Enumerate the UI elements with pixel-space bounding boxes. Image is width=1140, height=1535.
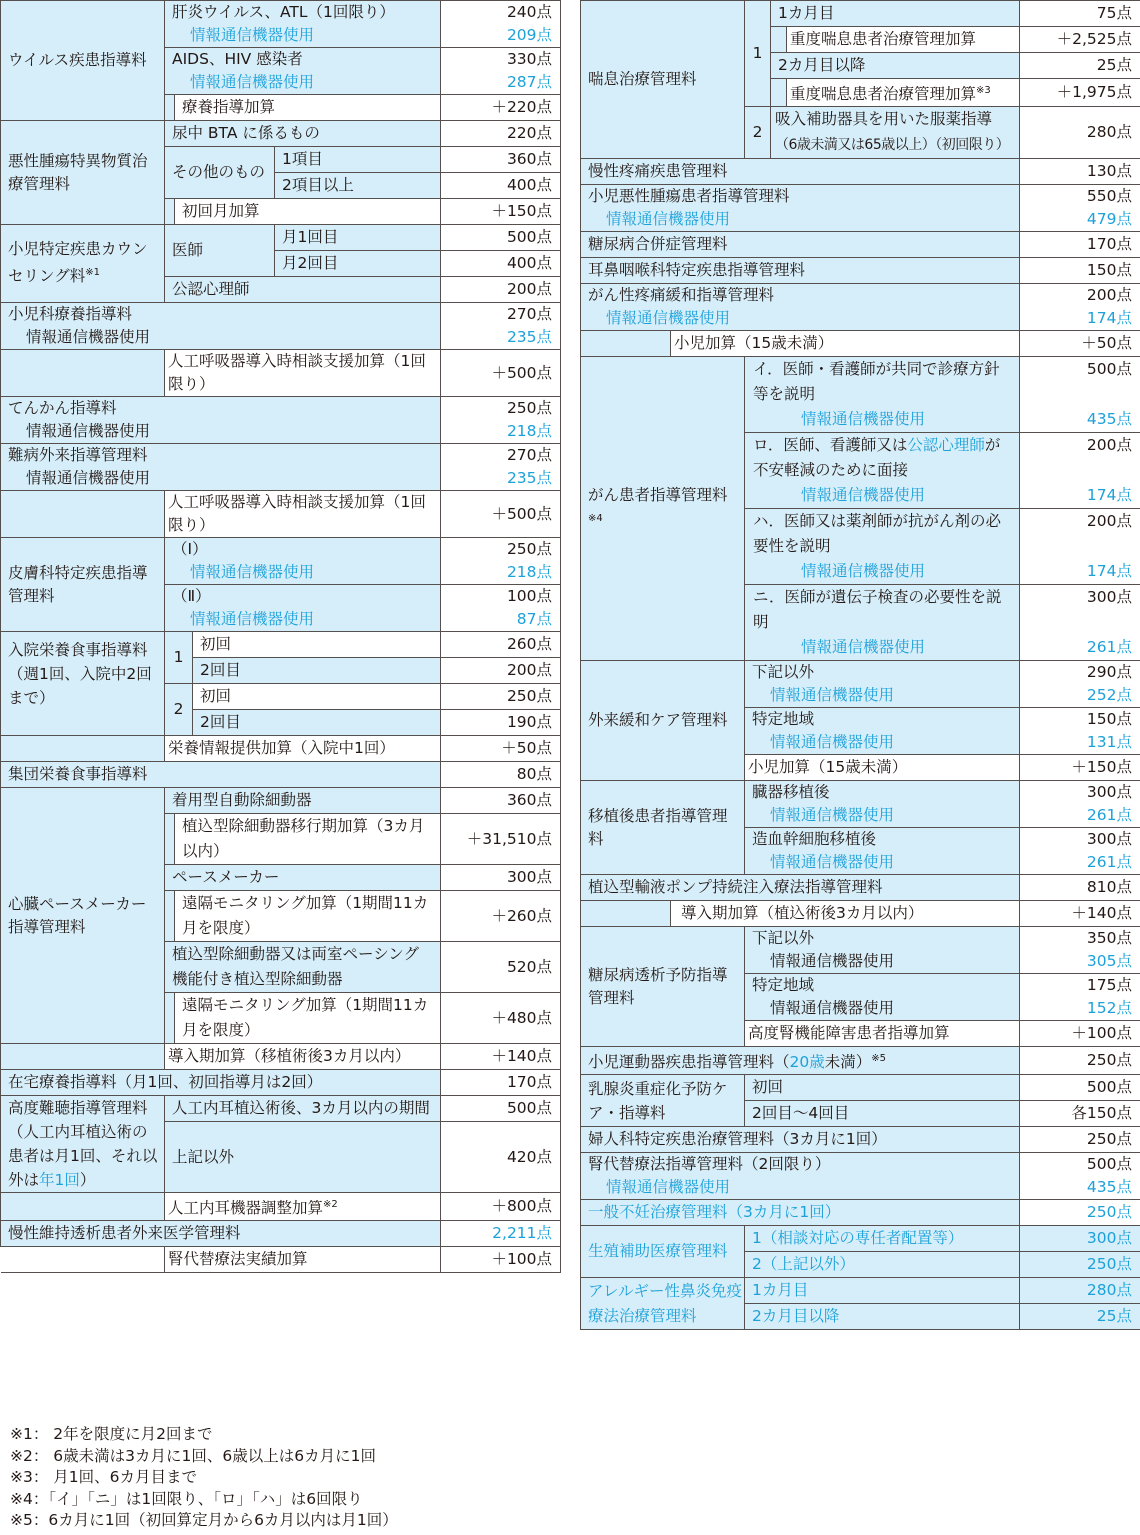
pump-price: 810点 — [1020, 875, 1140, 901]
pm-transition-label: 植込型除細動器移行期加算（3カ月以内） — [175, 814, 441, 865]
cancer-mark: ※4 — [588, 512, 603, 524]
counsel-mark: ※1 — [85, 267, 100, 279]
renal-title: 腎代替療法指導管理料（2回限り） — [588, 1155, 831, 1174]
pediatric-vent-label: 人工呼吸器導入時相談支援加算（1回限り） — [165, 350, 441, 397]
palliative-area-price: 150点 — [1086, 710, 1133, 729]
pediatric-ict-label: 情報通信機器使用 — [26, 328, 151, 346]
allergy-title: アレルギー性鼻炎免疫療法治療管理料 — [581, 1278, 745, 1330]
cancer-ha-label: ハ．医師又は薬剤師が抗がん剤の必要性を説明 — [753, 512, 1002, 556]
renal-ict-label: 情報通信機器使用 — [606, 1178, 731, 1197]
cancer-ro-label-end: が不安軽減のために面接 — [753, 436, 1001, 480]
transplant-stem-price: 300点 — [1086, 830, 1133, 849]
cancerpain-child-label: 小児加算（15歳未満） — [671, 331, 1020, 357]
dialysis-renal-label: 腎代替療法実績加算 — [165, 1247, 441, 1273]
allergy-m2-label: 2カ月目以降 — [745, 1304, 1020, 1330]
group-title: 集団栄養食事指導料 — [1, 762, 441, 788]
dm-area-label: 特定地域 — [752, 976, 815, 995]
nutrition-2-second-label: 2回目 — [193, 710, 441, 736]
locomotor-title-end: 未満） — [824, 1053, 872, 1072]
dm-dialysis-title: 糖尿病透析予防指導管理料 — [581, 927, 745, 1047]
counsel-m1-price: 500点 — [441, 225, 561, 251]
palliative-other-ict-label: 情報通信機器使用 — [770, 686, 895, 705]
pedtumor-ict-price: 479点 — [1086, 210, 1133, 229]
asthma-group-2: 2 — [745, 107, 771, 159]
intractable-title: 難病外来指導管理料 — [8, 446, 148, 464]
dialysis-title: 慢性維持透析患者外来医学管理料 — [1, 1221, 441, 1247]
nutrition-1-first-label: 初回 — [193, 632, 441, 658]
breast-later-price: 各150点 — [1020, 1101, 1140, 1127]
virus-aids-ict-price: 287点 — [506, 73, 553, 91]
palliative-other-ict-price: 252点 — [1086, 686, 1133, 705]
pediatric-ict-price: 235点 — [506, 328, 553, 346]
epilepsy-ict-price: 218点 — [506, 422, 553, 440]
tumor-two-price: 400点 — [441, 173, 561, 199]
epilepsy-price: 250点 — [506, 399, 553, 417]
tumor-one-price: 360点 — [441, 147, 561, 173]
intractable-ict-price: 235点 — [506, 469, 553, 487]
nutrition-group-2: 2 — [165, 684, 193, 736]
transplant-organ-label: 臓器移植後 — [752, 783, 830, 802]
palliative-area-ict-label: 情報通信機器使用 — [770, 733, 895, 752]
breast-first-label: 初回 — [745, 1075, 1020, 1101]
derm-i-ict-label: 情報通信機器使用 — [190, 563, 315, 581]
hearing-adjust-label: 人工内耳機器調整加算 — [168, 1199, 324, 1218]
pedtumor-price: 550点 — [1086, 187, 1133, 206]
pump-title: 植込型輸液ポンプ持続注入療法指導管理料 — [581, 875, 1020, 901]
gyn-title: 婦人科特定疾患治療管理料（3カ月に1回） — [581, 1127, 1020, 1153]
transplant-stem-ict-price: 261点 — [1086, 853, 1133, 872]
nutrition-2-first-label: 初回 — [193, 684, 441, 710]
asthma-m2-label: 2カ月目以降 — [771, 53, 1020, 79]
locomotor-mark: ※5 — [871, 1053, 887, 1065]
cancer-ni-ict-price: 261点 — [1086, 638, 1133, 657]
palliative-child-label: 小児加算（15歳未満） — [745, 755, 1020, 781]
virus-atl-price: 240点 — [506, 3, 553, 21]
nutrition-2-first-price: 250点 — [441, 684, 561, 710]
palliative-title: 外来緩和ケア管理料 — [581, 661, 745, 781]
derm-ii-ict-label: 情報通信機器使用 — [190, 610, 315, 628]
nutrition-1-second-label: 2回目 — [193, 658, 441, 684]
dm-area-ict-label: 情報通信機器使用 — [770, 999, 895, 1018]
counsel-title: 小児特定疾患カウンセリング料 — [8, 240, 148, 286]
asthma-title: 喘息治療管理料 — [581, 1, 745, 159]
pediatric-vent-price: ＋500点 — [441, 350, 561, 397]
fee-table-right — [580, 0, 1140, 1330]
virus-aids-ict-label: 情報通信機器使用 — [190, 73, 315, 91]
pm-pacemaker-label: ペースメーカー — [165, 865, 441, 891]
home-price: 170点 — [441, 1070, 561, 1096]
asthma-m1-label: 1カ月目 — [771, 1, 1020, 27]
virus-ryoyo-label: 療養指導加算 — [175, 95, 441, 121]
home-title: 在宅療養指導料（月1回、初回指導月は2回） — [1, 1070, 441, 1096]
tumor-bta-price: 220点 — [441, 121, 561, 147]
intractable-vent-price: ＋500点 — [441, 491, 561, 538]
hearing-title-highlight: 年1回 — [39, 1171, 80, 1189]
counsel-doctor-label: 医師 — [165, 225, 275, 277]
group-price: 80点 — [441, 762, 561, 788]
pm-icd-price: 520点 — [441, 942, 561, 993]
dm-area-price: 175点 — [1086, 976, 1133, 995]
derm-ii-label: （Ⅱ） — [172, 587, 211, 605]
tumor-title: 悪性腫瘍特異物質治療管理料 — [1, 121, 165, 225]
art-2-price: 250点 — [1020, 1252, 1140, 1278]
transplant-organ-price: 300点 — [1086, 783, 1133, 802]
cancerpain-price: 200点 — [1086, 286, 1133, 305]
counsel-psych-label: 公認心理師 — [165, 277, 441, 303]
cancer-ni-price: 300点 — [1086, 588, 1133, 607]
renal-price: 500点 — [1086, 1155, 1133, 1174]
renal-ict-price: 435点 — [1086, 1178, 1133, 1197]
counsel-m1-label: 月1回目 — [275, 225, 441, 251]
virus-aids-price: 330点 — [506, 50, 553, 68]
pm-remote2-label: 遠隔モニタリング加算（1期間11カ月を限度） — [175, 993, 441, 1044]
hearing-title: 高度難聴指導管理料（人工内耳植込術の患者は月1回、それ以外は — [8, 1099, 158, 1189]
virus-atl-label: 肝炎ウイルス、ATL（1回限り） — [172, 3, 395, 21]
intractable-vent-label: 人工呼吸器導入時相談支援加算（1回限り） — [165, 491, 441, 538]
transplant-organ-ict-label: 情報通信機器使用 — [770, 806, 895, 825]
palliative-other-price: 290点 — [1086, 663, 1133, 682]
virus-atl-ict-label: 情報通信機器使用 — [190, 26, 315, 44]
hearing-other-price: 420点 — [441, 1122, 561, 1193]
nutrition-1-first-price: 260点 — [441, 632, 561, 658]
fee-table-left — [0, 0, 561, 1273]
virus-title: ウイルス疾患指導料 — [1, 1, 165, 121]
allergy-m2-price: 25点 — [1020, 1304, 1140, 1330]
counsel-m2-label: 月2回目 — [275, 251, 441, 277]
pm-remote1-price: ＋260点 — [441, 891, 561, 942]
cancer-ha-price: 200点 — [1086, 512, 1133, 531]
counsel-m2-price: 400点 — [441, 251, 561, 277]
counsel-psych-price: 200点 — [441, 277, 561, 303]
allergy-m1-label: 1カ月目 — [745, 1278, 1020, 1304]
intractable-ict-label: 情報通信機器使用 — [26, 469, 151, 487]
pain-price: 130点 — [1020, 159, 1140, 185]
derm-ii-price: 100点 — [506, 587, 553, 605]
infertility-title: 一般不妊治療管理料（3カ月に1回） — [581, 1200, 1020, 1226]
pump-intro-price: ＋140点 — [1020, 901, 1140, 927]
gyn-price: 250点 — [1020, 1127, 1140, 1153]
cancerpain-ict-label: 情報通信機器使用 — [606, 309, 731, 328]
cancerpain-ict-price: 174点 — [1086, 309, 1133, 328]
pm-remote1-label: 遠隔モニタリング加算（1期間11カ月を限度） — [175, 891, 441, 942]
cancerpain-title: がん性疼痛緩和指導管理料 — [588, 286, 775, 305]
transplant-title: 移植後患者指導管理料 — [581, 781, 745, 875]
nutrition-2-second-price: 190点 — [441, 710, 561, 736]
tumor-first-label: 初回月加算 — [175, 199, 441, 225]
hearing-other-label: 上記以外 — [165, 1122, 441, 1193]
ent-price: 150点 — [1020, 258, 1140, 284]
footnote-2: ※2： 6歳未満は3カ月に1回、6歳以上は6カ月に1回 — [10, 1446, 376, 1465]
footnote-5: ※5：6カ月に1回（初回算定月から6カ月以内は月1回） — [10, 1511, 398, 1529]
pm-pacemaker-price: 300点 — [441, 865, 561, 891]
ent-title: 耳鼻咽喉科特定疾患指導管理料 — [581, 258, 1020, 284]
cancer-ni-ict-label: 情報通信機器使用 — [801, 638, 926, 657]
virus-aids-label: AIDS、HIV 感染者 — [172, 50, 303, 68]
pump-intro-label: 導入期加算（植込術後3カ月以内） — [671, 901, 1020, 927]
virus-ryoyo-price: ＋220点 — [441, 95, 561, 121]
tumor-one-label: 1項目 — [275, 147, 441, 173]
pm-intro-label: 導入期加算（移植術後3カ月以内） — [165, 1044, 441, 1070]
locomotor-title: 小児運動器疾患指導管理料（ — [588, 1053, 790, 1072]
pm-icd-label: 植込型除細動器又は両室ペーシング機能付き植込型除細動器 — [165, 942, 441, 993]
pediatric-title: 小児科療養指導料 — [8, 305, 133, 323]
pm-remote2-price: ＋480点 — [441, 993, 561, 1044]
nutrition-1-second-price: 200点 — [441, 658, 561, 684]
dialysis-renal-price: ＋100点 — [441, 1247, 561, 1273]
pedtumor-ict-label: 情報通信機器使用 — [606, 210, 731, 229]
footnote-3: ※3： 月1回、6カ月目まで — [10, 1468, 197, 1486]
cancer-ro-price: 200点 — [1086, 436, 1133, 455]
nutrition-group-1: 1 — [165, 632, 193, 684]
hearing-title-end: ） — [79, 1171, 96, 1189]
locomotor-highlight: 20歳 — [789, 1053, 825, 1072]
derm-title: 皮膚科特定疾患指導管理料 — [1, 538, 165, 632]
allergy-m1-price: 280点 — [1020, 1278, 1140, 1304]
tumor-other-label: その他のもの — [165, 147, 275, 199]
epilepsy-ict-label: 情報通信機器使用 — [26, 422, 151, 440]
cancer-ha-ict-label: 情報通信機器使用 — [801, 562, 926, 581]
epilepsy-title: てんかん指導料 — [8, 399, 117, 417]
footnote-4: ※4：「イ」「ニ」は1回限り、「ロ」「ハ」は6回限り — [10, 1489, 363, 1508]
transplant-stem-ict-label: 情報通信機器使用 — [770, 853, 895, 872]
breast-later-label: 2回目～4回目 — [745, 1101, 1020, 1127]
cancer-ro-ict-label: 情報通信機器使用 — [801, 486, 926, 505]
hearing-adjust-mark: ※2 — [323, 1199, 338, 1210]
asthma-m2-severe-label: 重度喘息患者治療管理加算 — [790, 85, 977, 104]
breast-title: 乳腺炎重症化予防ケア・指導料 — [581, 1075, 745, 1127]
asthma-m2-price: 25点 — [1020, 53, 1140, 79]
infertility-price: 250点 — [1020, 1200, 1140, 1226]
cancer-i-label: イ．医師・看護師が共同で診療方針等を説明 — [753, 360, 1000, 404]
asthma-m1-price: 75点 — [1020, 1, 1140, 27]
dm-other-price: 350点 — [1086, 929, 1133, 948]
asthma-m2-severe-mark: ※3 — [976, 85, 991, 96]
pacemaker-title: 心臓ペースメーカー指導管理料 — [1, 788, 165, 1044]
pediatric-price: 270点 — [506, 305, 553, 323]
derm-i-label: （Ⅰ） — [172, 540, 208, 558]
intractable-price: 270点 — [506, 446, 553, 464]
cancer-i-price: 500点 — [1086, 360, 1133, 379]
art-title: 生殖補助医療管理料 — [581, 1226, 745, 1278]
cancer-ro-ict-price: 174点 — [1086, 486, 1133, 505]
palliative-other-label: 下記以外 — [752, 663, 815, 682]
diabetes-comp-title: 糖尿病合併症管理料 — [581, 232, 1020, 258]
art-1-label: 1（相談対応の専任者配置等） — [745, 1226, 1020, 1252]
pm-wearable-price: 360点 — [441, 788, 561, 814]
asthma-m1-severe-label: 重度喘息患者治療管理加算 — [787, 27, 1020, 53]
asthma-m2-severe-price: ＋1,975点 — [1020, 79, 1140, 107]
dm-area-ict-price: 152点 — [1086, 999, 1133, 1018]
locomotor-price: 250点 — [1020, 1047, 1140, 1075]
cancer-i-ict-price: 435点 — [1086, 410, 1133, 429]
derm-ii-ict-price: 87点 — [516, 610, 553, 628]
asthma-inhaler-label: 吸入補助器具を用いた服薬指導 — [775, 110, 993, 129]
pm-intro-price: ＋140点 — [441, 1044, 561, 1070]
art-2-label: 2（上記以外） — [745, 1252, 1020, 1278]
cancer-ha-ict-price: 174点 — [1086, 562, 1133, 581]
pm-wearable-label: 着用型自動除細動器 — [165, 788, 441, 814]
dm-other-ict-label: 情報通信機器使用 — [770, 952, 895, 971]
tumor-first-price: ＋150点 — [441, 199, 561, 225]
dialysis-price: 2,211点 — [441, 1221, 561, 1247]
tumor-two-label: 2項目以上 — [275, 173, 441, 199]
nutrition-title: 入院栄養食事指導料（週1回、入院中2回まで） — [1, 632, 165, 736]
hearing-after-label: 人工内耳植込術後、3カ月以内の期間 — [165, 1096, 441, 1122]
breast-first-price: 500点 — [1020, 1075, 1140, 1101]
dm-other-ict-price: 305点 — [1086, 952, 1133, 971]
tumor-bta-label: 尿中 BTA に係るもの — [165, 121, 441, 147]
art-1-price: 300点 — [1020, 1226, 1140, 1252]
dm-renal-price: ＋100点 — [1020, 1021, 1140, 1047]
transplant-stem-label: 造血幹細胞移植後 — [752, 830, 877, 849]
nutrition-info-price: ＋50点 — [441, 736, 561, 762]
dm-other-label: 下記以外 — [752, 929, 815, 948]
palliative-child-price: ＋150点 — [1020, 755, 1140, 781]
footnote-1: ※1： 2年を限度に月2回まで — [10, 1425, 213, 1443]
transplant-organ-ict-price: 261点 — [1086, 806, 1133, 825]
cancer-ro-highlight: 公認心理師 — [907, 436, 985, 455]
derm-i-price: 250点 — [506, 540, 553, 558]
asthma-m1-severe-price: ＋2,525点 — [1020, 27, 1140, 53]
palliative-area-label: 特定地域 — [752, 710, 815, 729]
palliative-area-ict-price: 131点 — [1086, 733, 1133, 752]
nutrition-info-label: 栄養情報提供加算（入院中1回） — [165, 736, 441, 762]
pm-transition-price: ＋31,510点 — [441, 814, 561, 865]
hearing-adjust-price: ＋800点 — [441, 1193, 561, 1221]
diabetes-comp-price: 170点 — [1020, 232, 1140, 258]
asthma-group-1: 1 — [745, 1, 771, 107]
derm-i-ict-price: 218点 — [506, 563, 553, 581]
pain-title: 慢性疼痛疾患管理料 — [581, 159, 1020, 185]
cancer-i-ict-label: 情報通信機器使用 — [801, 410, 926, 429]
hearing-after-price: 500点 — [441, 1096, 561, 1122]
cancerpain-child-price: ＋50点 — [1020, 331, 1140, 357]
asthma-inhaler-price: 280点 — [1020, 107, 1140, 159]
footnotes — [10, 1424, 398, 1532]
cancer-ni-label: ニ．医師が遺伝子検査の必要性を説明 — [753, 588, 1002, 632]
pedtumor-title: 小児悪性腫瘍患者指導管理料 — [588, 187, 790, 206]
virus-atl-ict-price: 209点 — [506, 26, 553, 44]
asthma-inhaler-sub: （6歳未満又は65歳以上）（初回限り） — [775, 137, 1010, 154]
cancer-ro-label: ロ．医師、看護師又は — [753, 436, 908, 455]
dm-renal-label: 高度腎機能障害患者指導加算 — [745, 1021, 1020, 1047]
cancer-title: がん患者指導管理料 — [588, 485, 728, 504]
